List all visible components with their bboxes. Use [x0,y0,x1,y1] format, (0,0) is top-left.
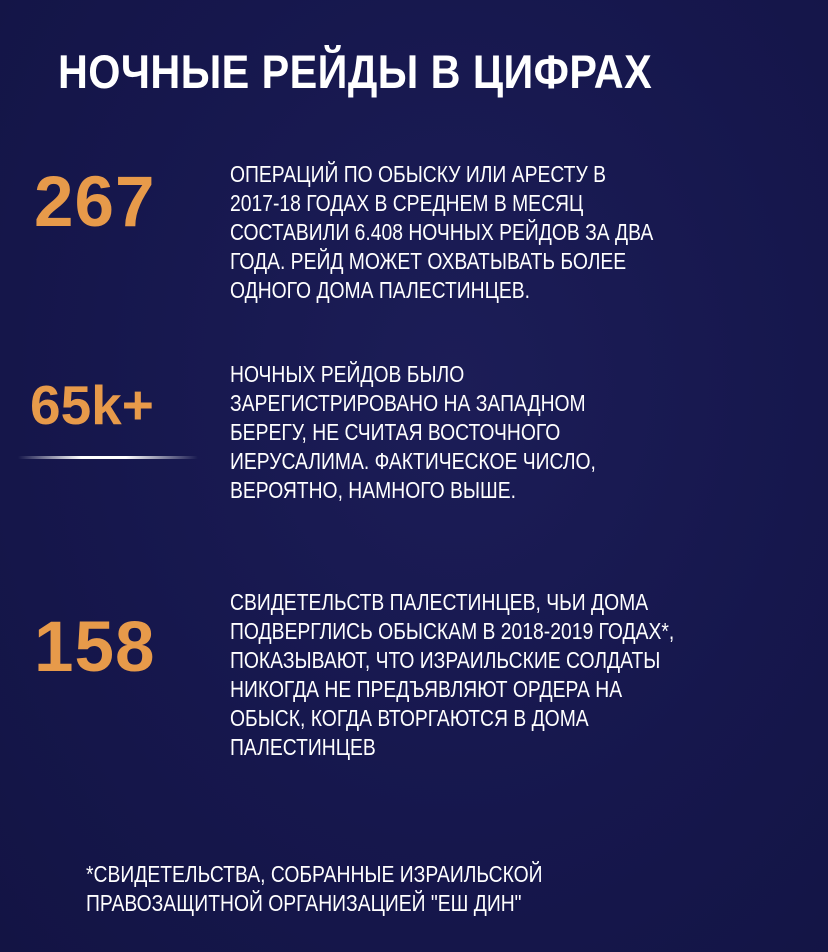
stat-description: ОПЕРАЦИЙ ПО ОБЫСКУ ИЛИ АРЕСТУ В 2017-18 ГОДАХ В СРЕДНЕМ В МЕСЯЦ СОСТАВИЛИ 6.408 НОЧНЫХ РЕЙДОВ ЗА ДВА ГОДА. РЕЙД МОЖЕТ ОХВАТЫВАТЬ БОЛЕЕ ОДНОГО ДОМА ПАЛЕСТИНЦЕВ. [230,161,654,303]
footnote: *СВИДЕТЕЛЬСТВА, СОБРАННЫЕ ИЗРАИЛЬСКОЙ ПРАВОЗАЩИТНОЙ ОРГАНИЗАЦИЕЙ "ЕШ ДИН" [86,861,543,916]
stat-description: СВИДЕТЕЛЬСТВ ПАЛЕСТИНЦЕВ, ЧЬИ ДОМА ПОДВЕРГЛИСЬ ОБЫСКАМ В 2018-2019 ГОДАХ*, ПОКАЗЫВАЮТ, ЧТО ИЗРАИЛЬСКИЕ СОЛДАТЫ НИКОГДА НЕ ПРЕДЪЯВЛЯЮТ ОРДЕРА НА ОБЫСК, КОГДА ВТОРГАЮТСЯ В ДОМА ПАЛЕСТИНЦЕВ [230,589,675,760]
stat-number: 65k+ [30,374,154,436]
divider-line [18,456,198,459]
stat-description: НОЧНЫХ РЕЙДОВ БЫЛО ЗАРЕГИСТРИРОВАНО НА ЗАПАДНОМ БЕРЕГУ, НЕ СЧИТАЯ ВОСТОЧНОГО ИЕРУСАЛИМА. ФАКТИЧЕСКОЕ ЧИСЛО, ВЕРОЯТНО, НАМНОГО ВЫШЕ. [230,361,596,503]
stat-number: 267 [34,163,156,242]
page-title: НОЧНЫЕ РЕЙДЫ В ЦИФРАХ [58,45,653,98]
stat-number: 158 [34,608,156,687]
